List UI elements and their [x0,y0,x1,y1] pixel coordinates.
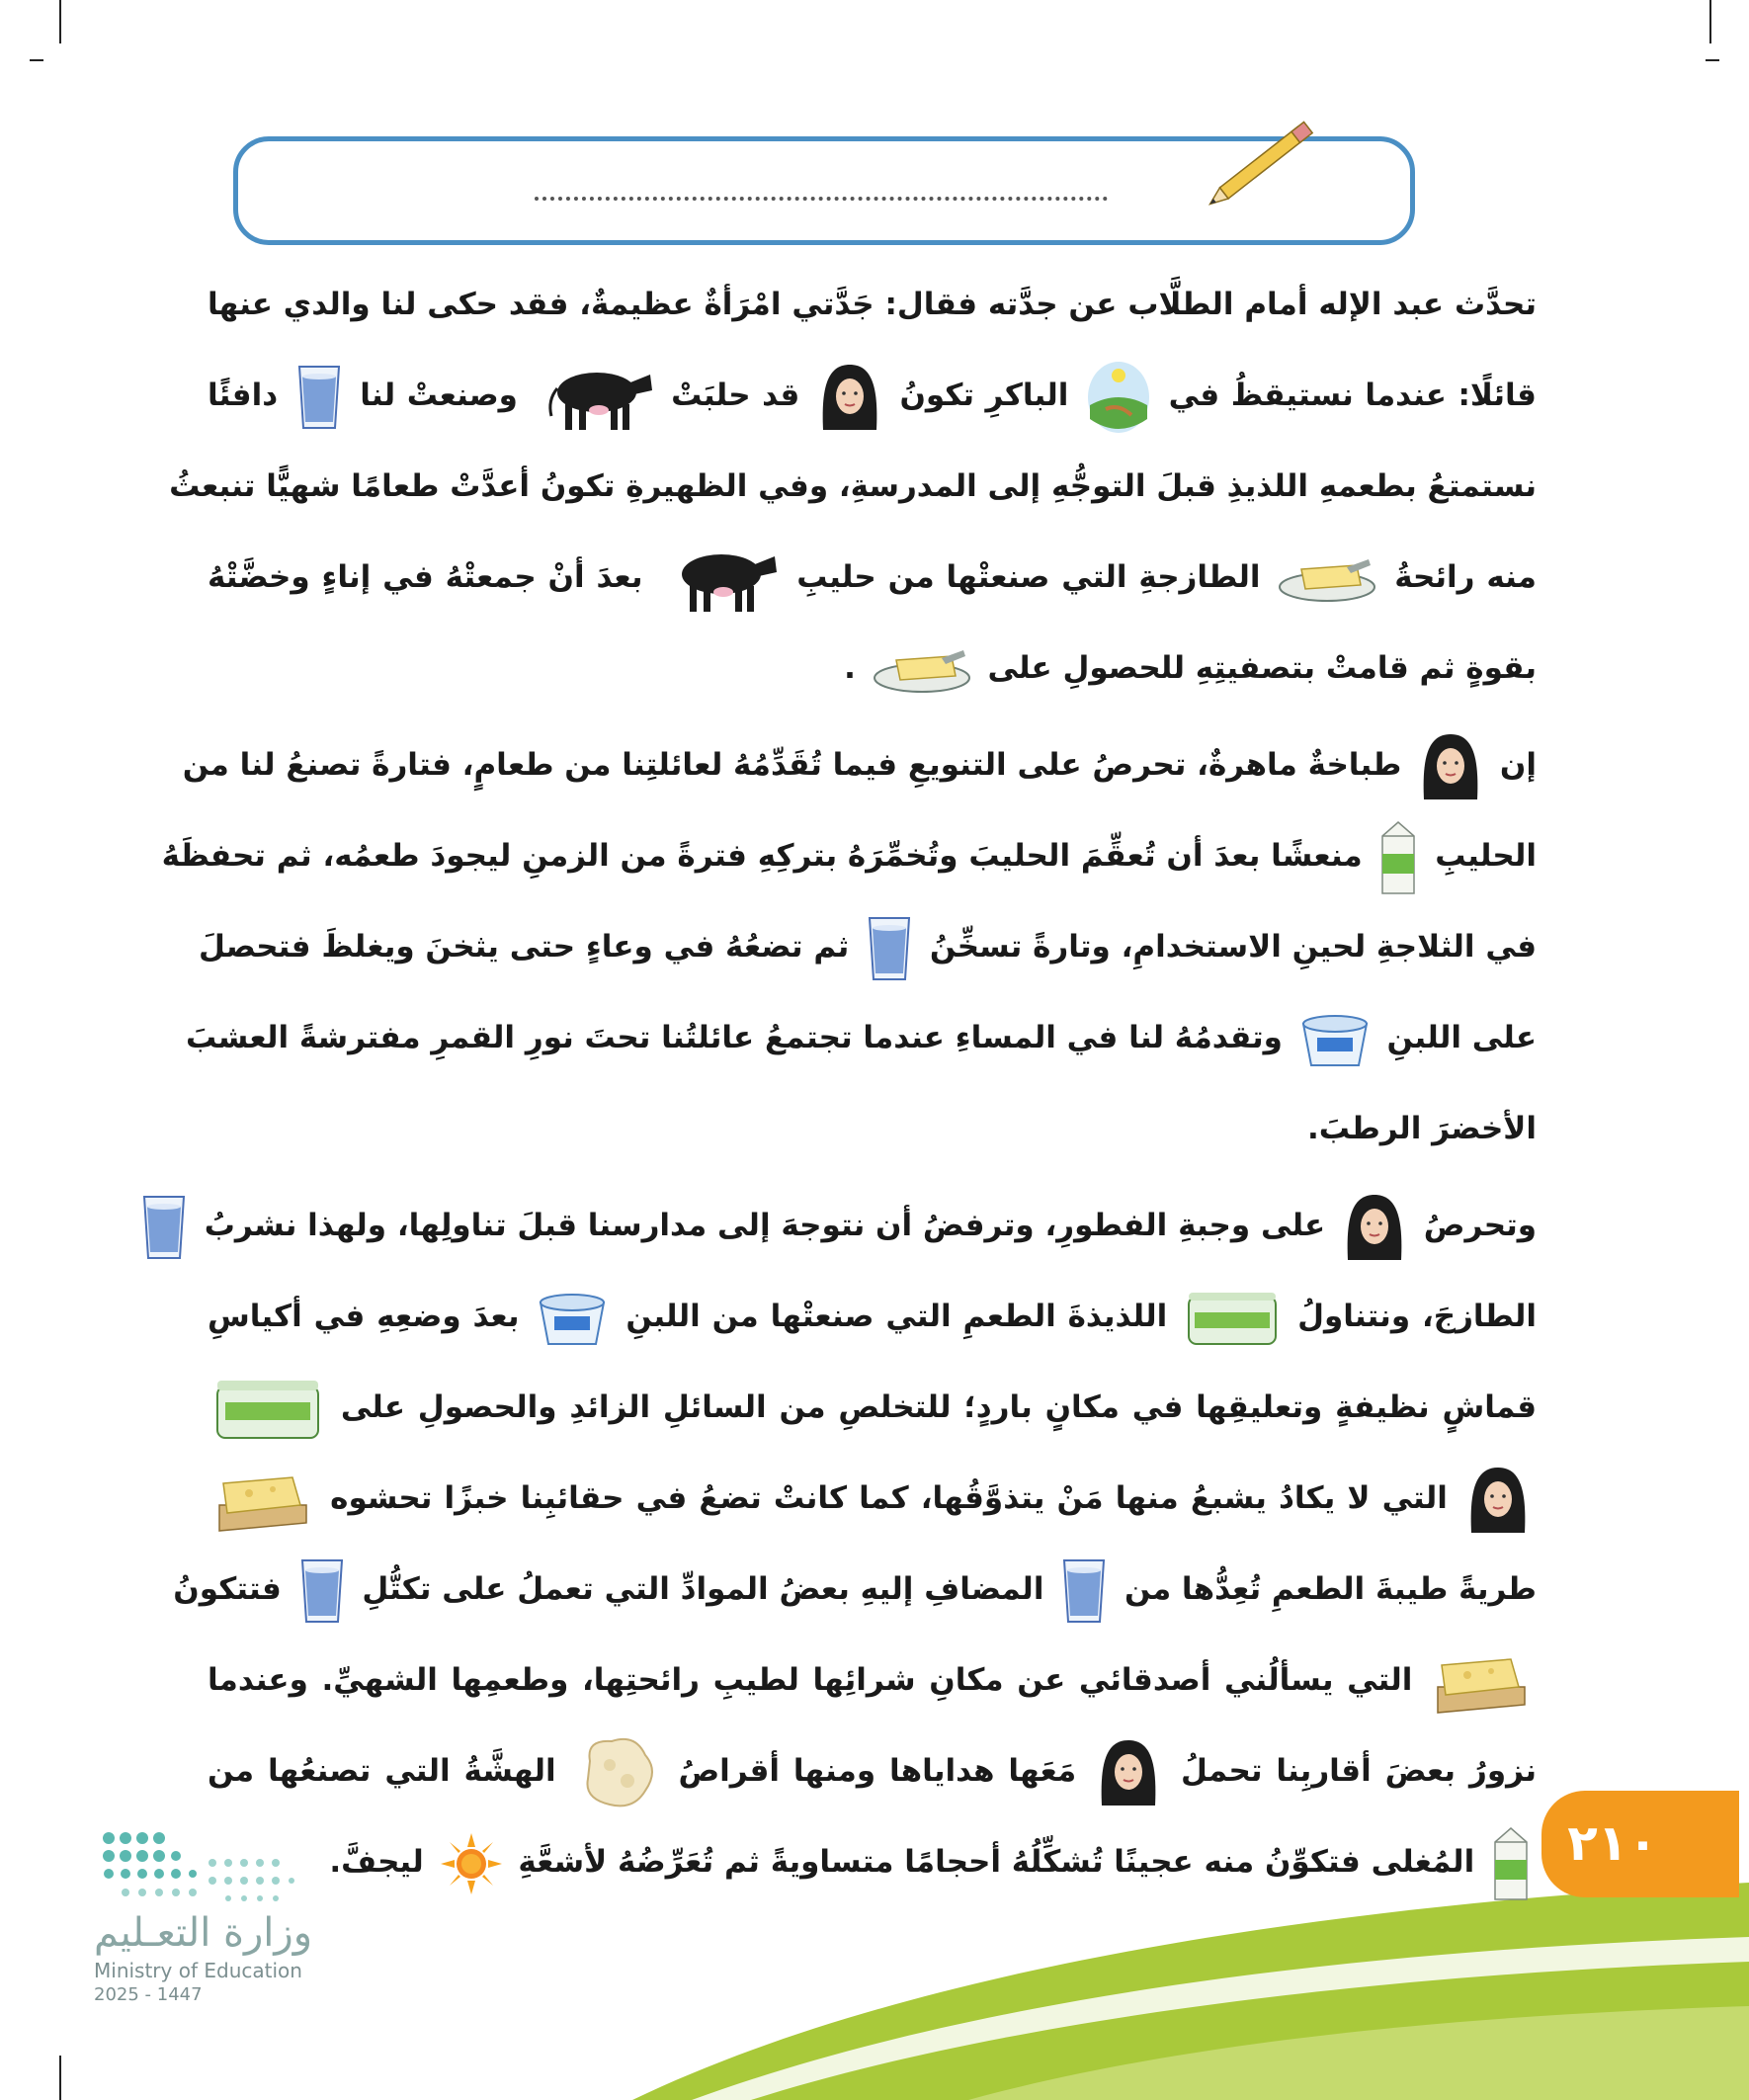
milk-carton-icon [1491,1826,1531,1901]
story-line: تحدَّث عبد الإله أمام الطلَّاب عن جدَّته فقال: جَدَّتي امْرَأةٌ عظيمةٌ، فقد حكى لنا والدي عنها [208,287,1537,322]
edition-year: 2025 - 1447 [94,1984,203,2005]
milk-glass-icon [140,1193,188,1262]
story-line: الحليبِ منعشًا بعدَ أن تُعقِّمَ الحليبَ وتُخمِّرَهُ بتركِهِ فترةً من الزمنِ ليجودَ طعمُه، ثم تحفظَهُ [208,810,1537,901]
grandmother-icon [1465,1466,1531,1535]
labneh-box-icon [1185,1287,1280,1350]
story-line: إن طباخةٌ ماهرةٌ، تحرصُ على التنويعِ فيما تُقَدِّمُهُ لعائلتِنا من طعامٍ، فتارةً تصنعُ لنا من [208,719,1537,810]
dotted-answer-line[interactable] [535,197,1108,201]
story-line: بقوةٍ ثم قامتْ بتصفيتِهِ للحصولِ على . [208,623,1537,714]
milk-glass-icon [295,363,343,432]
sun-icon [441,1833,502,1894]
story-line: قائلًا: عندما نستيقظُ في الباكرِ تكونُ قد حلبَتْ وصنعتْ لنا دافئًا [208,350,1537,441]
story-text [161,259,1538,1907]
yogurt-cup-icon [537,1289,608,1348]
milk-glass-icon [298,1556,346,1626]
dried-curd-icon [576,1731,659,1814]
ministry-name-english: Ministry of Education [94,1959,302,1982]
story-line: الطازجَ، ونتناولُ اللذيذةَ الطعمِ التي صنعتْها من اللبنِ بعدَ وضعِهِ في أكياسِ [208,1271,1537,1362]
butter-dish-icon [1278,555,1376,603]
labneh-box-icon [213,1375,322,1444]
milk-glass-icon [866,914,913,983]
grandmother-icon [1418,732,1483,801]
milk-glass-icon [1060,1556,1108,1626]
cheese-icon [1432,1647,1531,1717]
cow-icon [660,543,779,616]
story-line: التي لا يكادُ يشبعُ منها مَنْ يتذوَّقُها، كما كانتْ تضعُ في حقائبِنا خبزًا تحشوه [208,1453,1537,1544]
ministry-name-arabic: وزارة التعـليم [94,1910,313,1956]
story-line: في الثلاجةِ لحينِ الاستخدامِ، وتارةً تسخِّنُ ثم تضعُهُ في وعاءٍ حتى يثخنَ ويغلظَ فتحصلَ [208,901,1537,992]
story-line: منه رائحةُ الطازجةِ التي صنعتْها من حليبِ بعدَ أنْ جمعتْهُ في إناءٍ وخضَّتْهُ [208,532,1537,623]
story-line: المُغلى فتكوِّنُ منه عجينًا تُشكِّلُهُ أحجامًا متساويةً ثم تُعَرِّضُهُ لأشعَّةِ ليجفَّ. [208,1816,1537,1907]
page-number: ٢١٠ [1567,1814,1658,1872]
story-line: نزورُ بعضَ أقاربِنا تحملُ مَعَها هداياها ومنها أقراصُ الهشَّةُ التي تصنعُها من [208,1725,1537,1816]
story-line: نستمتعُ بطعمهِ اللذيذِ قبلَ التوجُّهِ إلى المدرسةِ، وفي الظهيرةِ تكونُ أعدَّتْ طعامًا شهيًّا تنبعثُ [169,468,1537,504]
story-line: التي يسألُني أصدقائي عن مكانِ شرائِها لطيبِ رائحتِها، وطعمِها الشهيِّ. وعندما [208,1635,1537,1725]
milk-carton-icon [1378,820,1418,895]
yogurt-cup-icon [1299,1010,1371,1069]
morning-landscape-icon [1086,360,1151,435]
grandmother-icon [817,363,882,432]
butter-dish-icon [873,646,971,694]
story-line: قماشٍ نظيفةٍ وتعليقِها في مكانٍ باردٍ؛ للتخلصِ من السائلِ الزائدِ والحصولِ على [208,1362,1537,1453]
grandmother-icon [1096,1738,1161,1807]
grandmother-icon [1342,1193,1407,1262]
pencil-icon [1196,111,1334,219]
story-line: وتحرصُ على وجبةِ الفطورِ، وترفضُ أن نتوجهَ إلى مدارسنا قبلَ تناولِها، ولهذا نشربُ [208,1180,1537,1271]
cheese-icon [213,1466,312,1535]
story-line: الأخضرَ الرطبَ. [1306,1111,1537,1146]
story-line: على اللبنِ وتقدمُهُ لنا في المساءِ عندما تجتمعُ عائلتُنا تحتَ نورِ القمرِ مفترشةً العشبَ [208,992,1537,1083]
story-line: طريةً طيبةَ الطعمِ تُعِدُّها من المضافِ إليهِ بعضُ الموادِّ التي تعملُ على تكتُّلِ فتتكونُ [208,1544,1537,1635]
cow-icon [536,361,654,434]
